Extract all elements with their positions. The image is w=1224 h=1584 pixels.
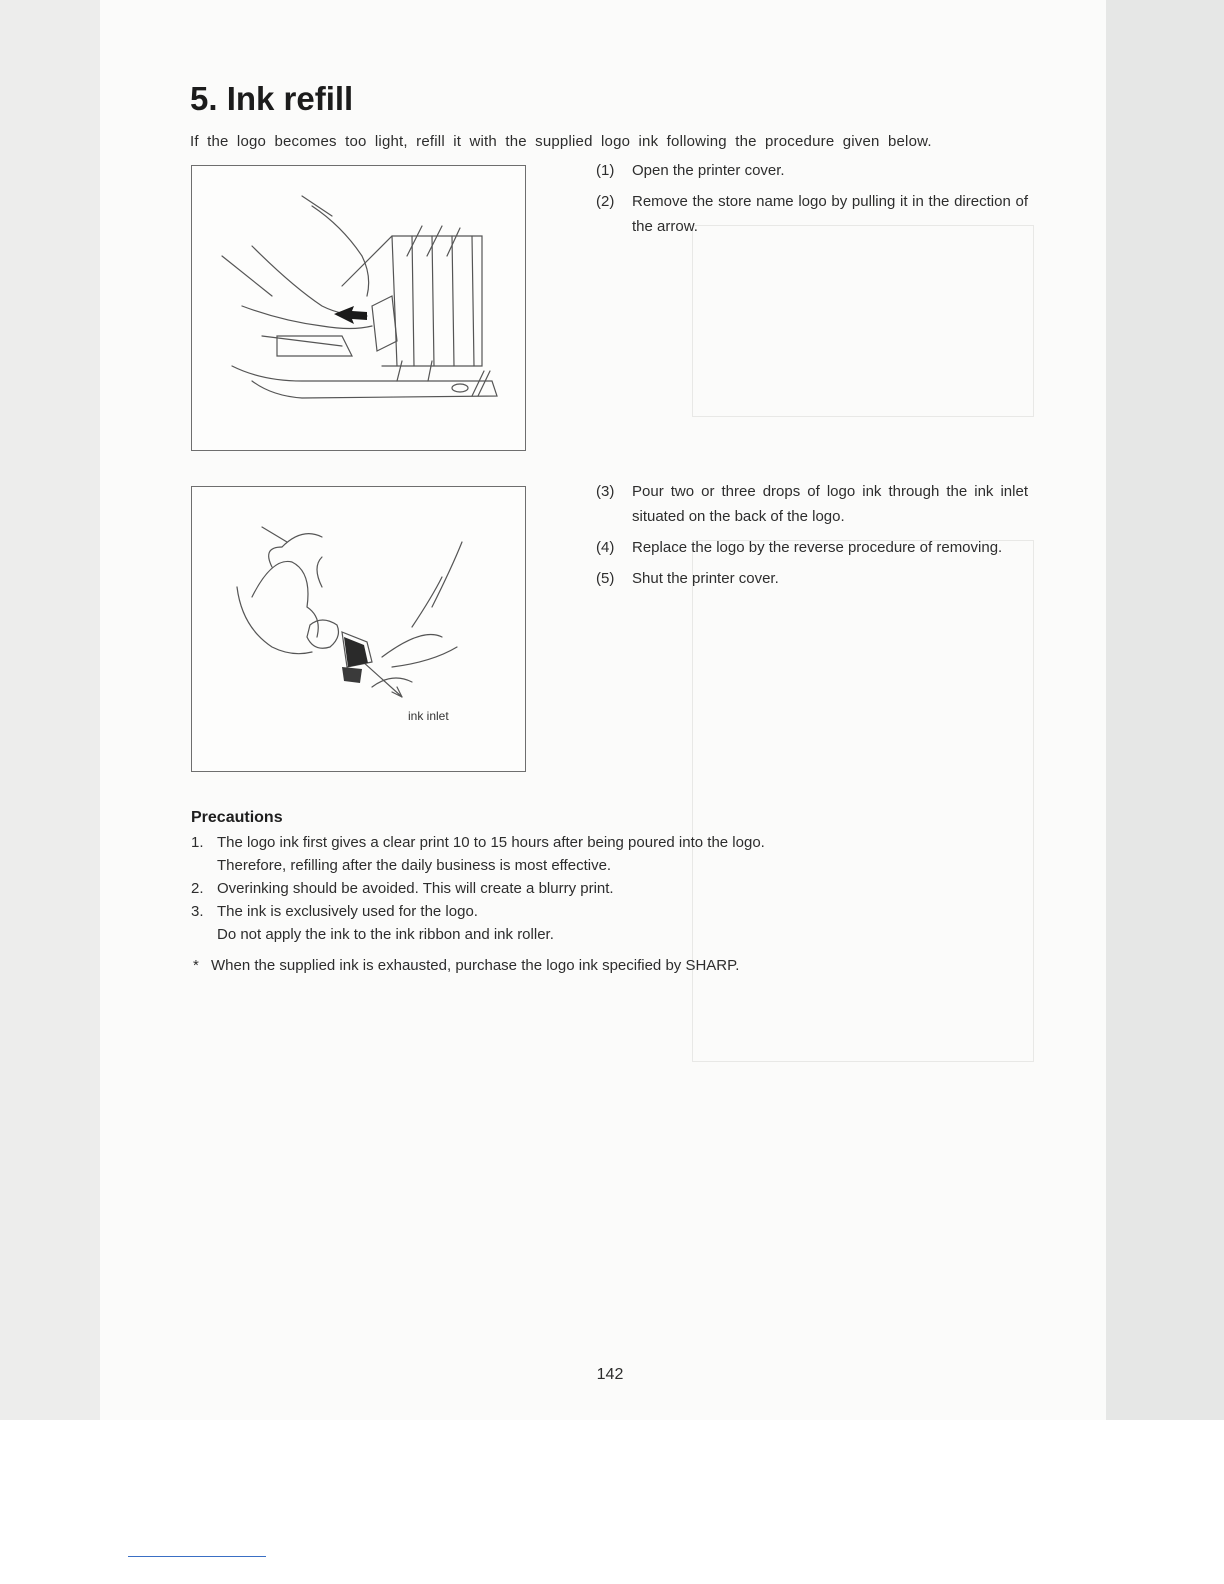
precaution-item: [191, 831, 1031, 877]
scan-margin: [1106, 0, 1224, 1420]
precaution-line: The ink is exclusively used for the logo.: [217, 903, 478, 920]
step-text: Shut the printer cover.: [632, 570, 779, 587]
precaution-item: [191, 877, 1031, 900]
figure-pour-ink: [191, 486, 526, 772]
precautions-section: [191, 806, 1031, 977]
intro-text: If the logo becomes too light, refill it with the supplied logo ink following the procedure given below.: [190, 133, 932, 150]
step-number: (2): [596, 193, 615, 210]
note-item: [191, 954, 1031, 977]
figure-remove-logo: [191, 165, 526, 451]
step-text: Pour two or three drops of logo ink through the ink inlet situated on the back of the logo.: [632, 483, 1028, 525]
page-title: 5. Ink refill: [190, 80, 354, 117]
precaution-line: Therefore, refilling after the daily business is most effective.: [217, 857, 612, 874]
step-text: Replace the logo by the reverse procedure of removing.: [632, 539, 1003, 556]
bleed-through-box: [692, 540, 1034, 1062]
ink-inlet-label: ink inlet: [408, 709, 449, 723]
step-item: [596, 535, 1028, 560]
steps-list-1: [596, 158, 1028, 245]
precaution-number: 2.: [191, 880, 204, 897]
note-text: When the supplied ink is exhausted, purchase the logo ink specified by SHARP.: [211, 957, 740, 974]
steps-list-2: [596, 479, 1028, 597]
bleed-through-box: [692, 225, 1034, 417]
step-text: Remove the store name logo by pulling it in the direction of the arrow.: [632, 193, 1028, 235]
precaution-number: 1.: [191, 834, 204, 851]
pour-ink-illustration: [192, 487, 525, 771]
precaution-line: The logo ink first gives a clear print 10 to 15 hours after being poured into the logo.: [217, 834, 765, 851]
precaution-line: Overinking should be avoided. This will create a blurry print.: [217, 880, 614, 897]
step-number: (3): [596, 483, 615, 500]
step-text: Open the printer cover.: [632, 162, 785, 179]
precaution-item: [191, 900, 1031, 946]
step-number: (5): [596, 570, 615, 587]
step-item: [596, 479, 1028, 529]
precaution-line: Do not apply the ink to the ink ribbon and ink roller.: [217, 926, 554, 943]
footer-rule: [128, 1556, 266, 1557]
remove-logo-illustration: [192, 166, 525, 450]
precautions-heading: Precautions: [191, 809, 283, 826]
step-item: [596, 566, 1028, 591]
bottom-strip: [0, 1420, 1224, 1584]
note-mark: *: [193, 957, 199, 974]
page-number: 142: [596, 1366, 624, 1383]
step-item: [596, 189, 1028, 239]
step-number: (1): [596, 162, 615, 179]
step-item: [596, 158, 1028, 183]
step-number: (4): [596, 539, 615, 556]
precaution-number: 3.: [191, 903, 204, 920]
